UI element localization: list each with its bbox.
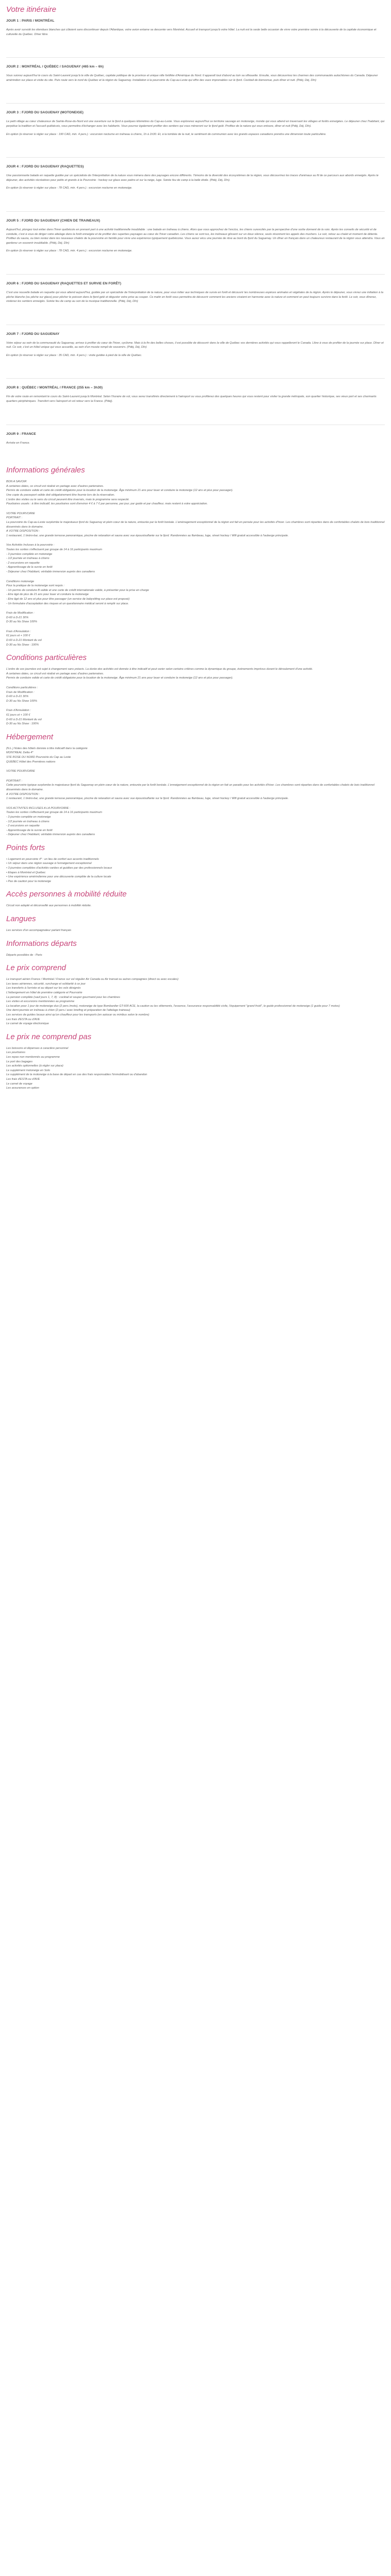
text-line: BON A SAVOIR	[6, 480, 27, 484]
text-line: D-60 à D-21 Montant du vol	[6, 718, 42, 721]
day-paragraph: Arrivée en France.	[6, 441, 30, 445]
text-line: MONTREAL Delta 4*	[6, 751, 34, 755]
text-line: PORTRAIT :	[6, 516, 23, 520]
section-title-departs: Informations départs	[6, 939, 77, 948]
day-heading: JOUR 8 : QUÉBEC / MONTRÉAL / FRANCE (255 km – 3h30)	[6, 386, 103, 390]
text-line: Vos Activités Incluses à la pourvoirie :	[6, 544, 55, 547]
text-line: 61 jours et + 100 €	[6, 634, 30, 638]
text-line: Pourboires usuels : à titre indicatif, les pourboires sont d'environ 4 € à 7 € par personne, par jour, par guide et par chauffeur, mais restent à votre appréciation.	[6, 502, 208, 506]
text-line: 1 restaurant, 1 bistro-bar, une grande terrasse panoramique, piscine de relaxation et sauna avec vue époustouflante sur le fjord. Randonnées au flambeau, luge, street hockey / Wifi gratuit accessible à l'auberge principale.	[6, 797, 289, 801]
day-paragraph: Fin de votre route en remontant le cours du Saint-Laurent jusqu'à Montréal. Selon l'horaire de vol, vous serez transférés directement à l'aéroport ou vous profiterez des quelques heures qui vous restent pour visiter la grande métropole, son quartier historique, ses vieux port et ses charmants quartiers périphériques. Transfert vers l'aéroport et vol retour vers la France. (Pdéj).	[6, 395, 377, 403]
text-line: - Apprentissage de la survie en forêt	[6, 828, 53, 832]
text-line: • Logement en pourvoirie 4* : un lieu de confort aux accents traditionnels	[6, 857, 99, 861]
text-line: • Un séjour dans une région sauvage à l'enneigement exceptionnel	[6, 862, 92, 866]
day-paragraph: En option (à réserver à régler sur place : 78 CAD, min. 4 pers.) : excursion nocturne en motoneige.	[6, 187, 133, 190]
price-includes-block	[6, 977, 385, 1026]
section-title-hebergement: Hébergement	[6, 732, 53, 741]
section-title-exclus: Le prix ne comprend pas	[6, 1032, 92, 1041]
text-line: • Une expérience amérindienne pour une découverte complète de la culture locale	[6, 875, 111, 879]
section-title-langues: Langues	[6, 914, 36, 924]
spacer	[6, 703, 385, 708]
text-line: Pour la pratique de la motoneige sont requis :	[6, 584, 64, 588]
text-line: Le supplément motoneige en Solo	[6, 1069, 50, 1072]
day-block	[6, 282, 385, 304]
text-line: Circuit non adapté et déconseillé aux personnes à mobilité réduite.	[6, 904, 92, 908]
text-line: Les frais d'ESTA ou d'AVE	[6, 1018, 40, 1021]
page-title: Votre itinéraire	[6, 5, 56, 14]
spacer	[6, 506, 385, 512]
divider	[6, 157, 385, 158]
text-line: Frais de Modification :	[6, 690, 35, 694]
section-title-accessibility: Accès personnes à mobilité réduite	[6, 890, 127, 899]
section-title-conditions: Conditions particulières	[6, 653, 87, 663]
divider	[6, 274, 385, 275]
text-line: L'ordre de ces journées est sujet à changement sans préavis. La durée des activités est donnée à titre indicatif et peut varier selon certains critères comme la dynamique du groupe, événements imprévus durant le déroulement d'une activité.	[6, 668, 313, 671]
text-line: Les services de guides locaux ainsi qu'un chauffeur pour les transports (en autocar ou minibus selon le nombre)	[6, 1013, 150, 1016]
departs-block	[6, 953, 385, 958]
day-heading: JOUR 9 : FRANCE	[6, 432, 36, 436]
text-line: Une demi-journée en traîneau à chien (2 pers./ avec briefing et préparation de l'attelage traineau)	[6, 1009, 131, 1012]
text-line: D-30 au No Show 100%	[6, 620, 38, 624]
day-paragraph: Votre séjour au sein de la communauté du Saguenay, arrivez à profiter du cœur de l'hiver, cyclisme. Mais à la fin des belles choses, il est possible de découvrir dans la ville de Québec vos dernières activités qui vous rappelleront le Canada. Libre à vous de profiter de la journée sur place. Dîner et nuit. Ce soir, c'est un hôtel unique qui vous accueille, au sein d'un musée rempli de souvenirs. (Pdéj, Déj, Dîn)	[6, 341, 384, 349]
text-line: Le port des bagages	[6, 1060, 33, 1063]
spacer	[6, 624, 385, 630]
text-line: Permis de conduire valide et carte de crédit obligatoire pour la location de la motoneige. Âge minimum 21 ans pour louer et conduire la motoneige (12 ans et plus pour passager).	[6, 676, 233, 680]
text-line: • Etapes à Montréal et Québec	[6, 871, 46, 874]
text-line: - Un formulaire d'acceptation des risques et un questionnaire médical seront à remplir sur place.	[6, 602, 129, 605]
text-line: - 1/2 journée en traîneau à chiens	[6, 557, 50, 561]
divider	[6, 103, 385, 104]
text-line: 61 jours et + 100 €	[6, 714, 30, 717]
text-line: A VOTRE DISPOSITION :	[6, 530, 40, 533]
text-line: - Un permis de conduire B valide et une carte de crédit internationale valide, à présenter pour la prise en charge	[6, 588, 149, 592]
text-line: - Déjeuner chez l'Habitant, véritable immersion auprès des canadiens	[6, 570, 95, 573]
text-line: Frais de Modification :	[6, 612, 35, 615]
text-line: La pension complète (sauf jours 1, 7, 8) : cocktail et souper gourmand pour les chambres	[6, 995, 120, 999]
text-line: D-30 au No Show : 100%	[6, 643, 39, 647]
text-line: Les transferts à l'arrivée et au départ sur les vols désignés	[6, 987, 81, 990]
spacer	[6, 764, 385, 769]
text-line: Départs possibles de : Paris	[6, 953, 42, 957]
infos-block	[6, 480, 385, 647]
text-line: Le carnet de voyage	[6, 1082, 32, 1086]
page	[0, 0, 391, 1107]
day-heading: JOUR 4 : FJORD DU SAGUENAY (RAQUETTES)	[6, 165, 84, 169]
text-line: Une copie du passeport valide doit obligatoirement être fournie lors de la réservation.	[6, 494, 115, 497]
text-line: La pourvoirie du Cap-au-Leste surplombe le majestueux fjord du Saguenay et plein cœur de la nature, entourée par la forêt boréale. L'aménagement exceptionnel de la région est fait en pensée pour les activités d'hiver. Les chambres sont réparties dans de confortables chalets de bois traditionnel disseminés dans le domaine.	[6, 521, 385, 529]
day-heading: JOUR 2 : MONTRÉAL / QUÉBEC / SAGUENAY (465 km – 6h)	[6, 65, 104, 69]
section-title-points-forts: Points forts	[6, 843, 45, 852]
spacer	[6, 801, 385, 806]
day-heading: JOUR 6 : FJORD DU SAGUENAY (RAQUETTES ET SURVIE EN FORÊT)	[6, 281, 121, 285]
hebergement-block	[6, 747, 385, 837]
text-line: La location pour 1 jour de motoneige duo (2 pers./moto), motoneige de type Bombardier GT-600 ACE, la caution ou les vêtements, l'essence, l'assurance responsabilité civile, l'équipement "grand froid", le guide professionnel de motoneige (1 guide pour 7 motos)	[6, 1004, 340, 1008]
text-line: A certaines dates, ce circuit est réalisé en partage avec d'autres partenaires.	[6, 672, 104, 675]
text-line: D-30 au No Show 100%	[6, 699, 38, 703]
day-paragraph: C'est une nouvelle balade en raquette qui vous attend aujourd'hui, guidée par un spécialiste de l'interprétation de la nature, pour vous initier aux techniques de survie en forêt et découvrir les nombreuses espèces animales et végétales de la région. Après le déjeuner, vous vivrez une initiation à la pêche blanche (ou pêche sur glace) pour pêcher le poisson dans le fjord gelé et déguster votre prise au souper. Ce matin en forêt vous permettra de découvrir comment les anciens vivaient en harmonie avec la nature et comment on peut toujours survivre dans la forêt. Le soir, vous dînerez, visiterez les sentiers enneigés. Soirée feu de camp au son de la musique traditionnelle. (Pdéj, Déj, Dîn)	[6, 291, 383, 303]
itinerary-days	[6, 19, 385, 445]
text-line: Permis de conduire valide et carte de crédit obligatoire pour la location de la motoneige. Âge minimum 21 ans pour louer et conduire la motoneige (12 ans et plus pour passager).	[6, 489, 233, 493]
text-line: (N.L.) Notes des hôtels donnée à titre indicatif dans la catégorie	[6, 747, 88, 750]
text-line: Le supplément de la motoneige à la base de départ en cas des frais responsables l'immobilisant ou d'abandon	[6, 1073, 148, 1077]
text-line: Toutes les sorties s'effectuent par groupe de 14 à 16 participants maximum	[6, 811, 102, 815]
text-line: Les activités optionnelles (à régler sur place)	[6, 1064, 63, 1068]
spacer	[6, 574, 385, 580]
text-line: A certaines dates, ce circuit est réalisé en partage avec d'autres partenaires.	[6, 484, 104, 488]
price-excludes-block	[6, 1046, 385, 1091]
text-line: - Déjeuner chez l'Habitant, véritable immersion auprès des canadiens	[6, 833, 95, 837]
divider	[6, 378, 385, 379]
text-line: - 2 excursions en raquette	[6, 561, 40, 565]
section-title-inclus: Le prix comprend	[6, 963, 66, 973]
text-line: - 3 journées complète en motoneige	[6, 552, 53, 556]
accessibility-block	[6, 904, 385, 908]
text-line: STE ROSE DU NORD Pourvoirie du Cap au Leste	[6, 755, 71, 759]
text-line: A VOTRE DISPOSITION :	[6, 792, 40, 796]
text-line: 1 restaurant, 1 bistro-bar, une grande terrasse panoramique, piscine de relaxation et sauna avec vue époustouflante sur le fjord. Randonnées au flambeau, luge, street hockey / Wifi gratuit accessible à l'auberge principale.	[6, 534, 289, 537]
text-line: VOTRE POURVOIRIE	[6, 512, 35, 515]
text-line: Le carnet de voyage électronique	[6, 1022, 49, 1026]
spacer	[6, 538, 385, 543]
text-line: Le transport aérien France / Montréal / France sur vol régulier Air Canada ou Air transat ou autres compagnies (direct ou avec escales)	[6, 978, 178, 981]
langues-block	[6, 928, 385, 933]
day-block	[6, 111, 385, 137]
text-line: Les boissons et dépenses à caractère personnel	[6, 1046, 69, 1050]
conditions-block	[6, 667, 385, 726]
text-line: Les services d'un accompagnateur parlant français	[6, 929, 72, 933]
points-forts-block	[6, 857, 385, 884]
divider	[6, 211, 385, 212]
day-block	[6, 219, 385, 253]
day-heading: JOUR 1 : PARIS / MONTRÉAL	[6, 19, 55, 23]
text-line: Conditions particulières :	[6, 686, 38, 690]
day-paragraph: Vous suivrez aujourd'hui le cours du Saint-Laurent jusqu'à la ville de Québec, capitale politique de la province et unique ville fortifiée d'Amérique du Nord. Il apparaît tout d'abord au loin sa silhouette. Ensuite, vous découvrirez les charmes des communautés autochtones du Canada. Déjeuner amérindien sur place et visite du site. Puis route vers le nord du Québec et la région du Saguenay. Installation à la pourvoirie du Cap-au-Leste qui offre des vues imprenables sur le fjord. Cocktail de bienvenue, puis dîner et nuit. (Pdéj, Déj, Dîn)	[6, 74, 378, 82]
spacer	[6, 681, 385, 686]
text-line: Conditions motoneige	[6, 580, 35, 583]
text-line: - 1/2 journée en traîneau à chiens	[6, 820, 50, 823]
text-line: Frais d'Annulation :	[6, 709, 31, 713]
text-line: • 3 journées complètes d'activités variées et guidées par des professionnels locaux	[6, 867, 112, 870]
day-paragraph: Après avoir survolé les étendues blanches qui côtoient sans discontinuer depuis l'Atlantique, votre avion entame sa descente vers Montréal. Accueil et transport jusqu'à votre hôtel. La nuit est la seule belle occasion de vivre votre première soirée à la découverte de la capitale économique et culturelle du Québec. Dîner libre.	[6, 28, 377, 36]
day-block	[6, 65, 385, 82]
day-paragraph: En option (à réserver à régler sur place : 35 CAD, min. 4 pers.) : visite guidée à pied de la ville de Québec.	[6, 353, 142, 357]
day-paragraph: En option (à réserver à régler sur place : 190 CAD, min. 4 pers.) : excursion nocturne en traîneau à chiens, 1h à 1h30. Et, à la tombée de la nuit, le sentiment de communion avec les grands espaces canadiens prendra une dimension toute particulière.	[6, 132, 327, 136]
text-line: Les taxes aériennes, sécurité, surcharge et solidarité à ce jour	[6, 982, 86, 986]
text-line: Toutes les sorties s'effectuent par groupe de 14 à 16 participants maximum	[6, 548, 102, 551]
text-line: Les repas non mentionnés au programme	[6, 1055, 60, 1059]
text-line: - Etre âgé de plus de 21 ans pour louer et conduire la motoneige	[6, 593, 89, 597]
day-heading: JOUR 7 : FJORD DU SAGUENAY	[6, 332, 60, 336]
text-line: Les visites et excursions mentionnées au programme	[6, 1000, 75, 1004]
day-block	[6, 386, 385, 403]
text-line: PORTRAIT :	[6, 779, 23, 783]
day-heading: JOUR 5 : FJORD DU SAGUENAY (CHIEN DE TRAINEAUX)	[6, 218, 101, 223]
text-line: - Etre âgé de 12 ans et plus pour être passager (un service de babysitting sur place est proposé)	[6, 597, 130, 601]
text-line: L'ordre des visites ou le sens du circuit peuvent être inversés, mais le programme sera respecté.	[6, 498, 129, 501]
text-line: • Pas de caution pour la motoneige	[6, 879, 51, 883]
text-line: - 3 journée complète en motoneige	[6, 815, 51, 819]
text-line: VOTRE POURVOIRIE	[6, 770, 35, 773]
spacer	[6, 774, 385, 779]
text-line: D-60 à D-21 30%	[6, 695, 29, 699]
spacer	[6, 606, 385, 611]
day-block	[6, 332, 385, 358]
day-paragraph: Une passionnante balade en raquette guidée par un spécialiste de l'interprétation de la nature vous mènera dans des paysages encore différents. Témoins de la diversité des écosystèmes de la région, vous découvrirez les traces d'animaux au fil de ce parcours aux abords enneigés. Après le déjeuner, des activités récréatives pour petits et grands à la Pourvoirie : hockey sur glace avec patins et sur la neige, luge. Soirée feu de camp à la belle étoile. (Pdéj, Déj, Dîn).	[6, 174, 379, 182]
text-line: D-30 au No Show : 100%	[6, 722, 39, 726]
text-line: QUEBEC Hôtel des Premières nations	[6, 760, 56, 764]
text-line: D-60 à D-21 Montant du vol	[6, 639, 42, 642]
day-paragraph: En option (à réserver à régler sur place : 78 CAD, min. 4 pers.) : excursion nocturne en motoneige.	[6, 249, 133, 253]
text-line: Cette pourvoirie typique surplombe le majestueux fjord du Saguenay en plein cœur de la nature, entourée par la forêt boréale. L'enneigement exceptionnel de la région en fait un paradis pour les activités d'hiver. Les chambres sont réparties dans de confortables chalets de bois traditionnel disseminés dans le domaine.	[6, 784, 375, 791]
text-line: Les pourboires	[6, 1051, 26, 1055]
day-block	[6, 432, 385, 446]
text-line: Frais d'Annulation :	[6, 630, 31, 633]
section-title-infos: Informations générales	[6, 466, 85, 475]
day-paragraph: Aujourd'hui, plongez tout entier dans l'hiver québécois en prenant part à une activité traditionnelle inoubliable : une balade en traîneau à chiens. Alors que vous approchez de l'enclos, les chiens surexcités par la perspective d'une sortie donnent de la voix. Après les conseils de sécurité et de conduite, c'est à vous de diriger votre attelage dans la forêt enneigée et de profiter des superbes paysages au cœur de l'hiver canadien. Les chiens se sont tus, les traîneaux glissent sur un doux silence, seuls résonnent les appels des mushers. Le soir, retour au chalet et moment de détente. Profitez du sauna, ou bien restez dans les nouveaux chalets de la pourvoirie en famille pour vivre une expérience typiquement québécoise. Vous aurez vécu une journée de rêve au bord du fjord du Saguenay. Un dîner en français dans un chaleureux restaurant de la région vous attendra. Vous en garderez un souvenir inoubliable. (Pdéj, Déj, Dîn)	[6, 228, 385, 245]
text-line: Les assurances en option	[6, 1087, 39, 1090]
text-line: VOS ACTIVITES INCLUSES A LA POURVOIRIE :	[6, 806, 71, 810]
day-paragraph: Le petit village au cœur chaleureux de Sainte-Rose-du-Nord est une ouverture sur le fjord à quelques kilomètres du Cap-au-Leste. Vous explorerez aujourd'hui ce territoire sauvage en motoneige, monde qui vous attend en traversant les villages et forêts enneigées. Le déjeuner chez l'habitant, qui perpétue la tradition et l'accueil québécois, vous permettra d'échanger avec les habitants. Vous pourrez également profiter des sentiers qui vous mèneront sur le fjord gelé. Profitez de la nature qui vous entoure, dîner et nuit (Pdéj, Déj, Dîn).	[6, 120, 385, 128]
text-line: D-60 à D-21 30%	[6, 616, 29, 619]
text-line: - Apprentissage de la survie en forêt	[6, 566, 53, 569]
text-line: Les frais d'ESTA ou d'AVE	[6, 1077, 40, 1081]
day-block	[6, 19, 385, 37]
text-line: L'hébergement en hôtel de première catégorie et Pourvoirie	[6, 991, 83, 994]
day-block	[6, 165, 385, 191]
text-line: - 2 excursions en raquette	[6, 824, 40, 828]
divider	[6, 57, 385, 58]
day-heading: JOUR 3 : FJORD DU SAGUENAY (MOTONEIGE)	[6, 111, 84, 115]
